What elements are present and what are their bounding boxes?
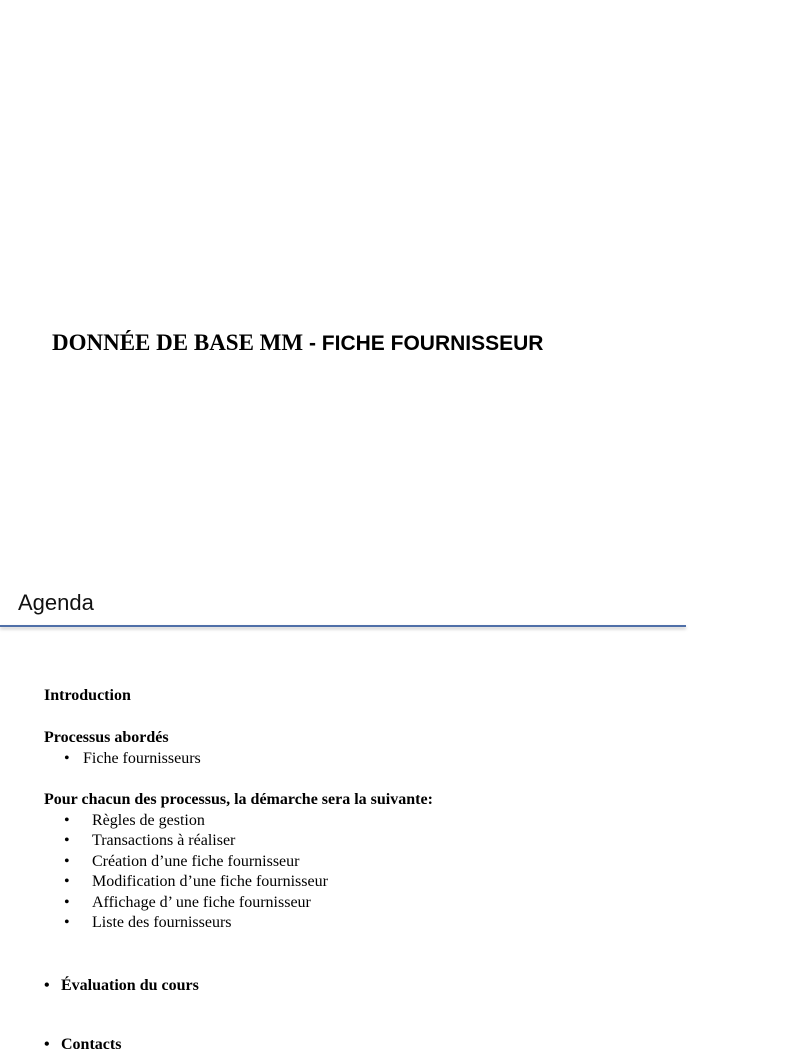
bullet-icon: •	[64, 913, 70, 934]
list-item-label: Fiche fournisseurs	[83, 750, 201, 767]
list-item	[44, 913, 433, 934]
list-item-label: Affichage d’ une fiche fournisseur	[92, 894, 311, 911]
list-item	[44, 872, 433, 893]
title-separator: -	[303, 332, 322, 355]
list-item-label: Règles de gestion	[92, 812, 205, 829]
contacts-item	[44, 1035, 812, 1055]
bullet-icon: •	[64, 852, 70, 873]
list-item	[44, 811, 433, 832]
list-item-label: Transactions à réaliser	[92, 832, 235, 849]
list-item	[44, 893, 433, 914]
list-item-label: Modification d’une fiche fournisseur	[92, 873, 328, 890]
list-item-label: Création d’une fiche fournisseur	[92, 853, 299, 870]
demarche-section	[44, 790, 433, 934]
bullet-icon: •	[44, 1035, 50, 1055]
page-title	[52, 330, 543, 356]
list-item	[44, 852, 433, 873]
bullet-icon: •	[64, 749, 70, 770]
processus-heading: Processus abordés	[44, 728, 201, 749]
bullet-icon: •	[64, 811, 70, 832]
list-item-label: Liste des fournisseurs	[92, 914, 232, 931]
evaluation-label: Évaluation du cours	[61, 977, 199, 994]
title-main: DONNÉE DE BASE MM	[52, 330, 303, 355]
evaluation-item	[44, 976, 812, 997]
bullet-icon: •	[44, 976, 50, 997]
title-subtitle: FICHE FOURNISSEUR	[322, 332, 544, 355]
contacts-label: Contacts	[61, 1036, 121, 1053]
processus-section	[44, 728, 201, 769]
bullet-icon: •	[64, 893, 70, 914]
agenda-heading: Agenda	[18, 590, 94, 616]
demarche-heading: Pour chacun des processus, la démarche sera la suivante:	[44, 790, 433, 811]
list-item	[44, 749, 201, 770]
bullet-icon: •	[64, 831, 70, 852]
agenda-divider	[0, 625, 686, 627]
list-item	[44, 831, 433, 852]
introduction-heading: Introduction	[44, 686, 131, 707]
bullet-icon: •	[64, 872, 70, 893]
